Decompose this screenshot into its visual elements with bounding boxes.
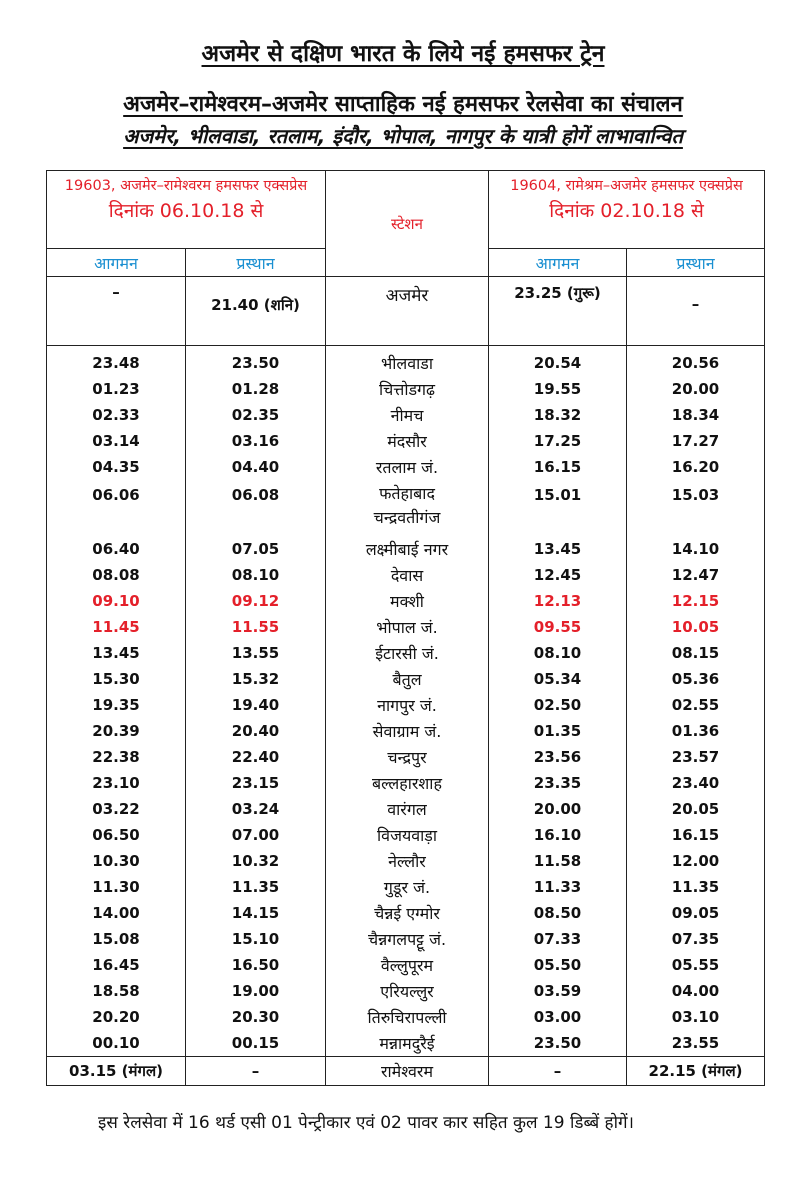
left-departure: 11.55 xyxy=(186,614,326,640)
left-departure: 02.35 xyxy=(186,402,326,428)
left-departure: 23.50 xyxy=(186,350,326,376)
right-train-date: दिनांक 02.10.18 से xyxy=(549,200,704,222)
right-arrival: 09.55 xyxy=(489,614,627,640)
right-departure: 07.35 xyxy=(627,926,765,952)
right-arrival: 12.13 xyxy=(489,588,627,614)
left-train-header xyxy=(47,171,326,249)
right-departure: 22.15 (मंगल) xyxy=(627,1057,765,1086)
table-row xyxy=(47,1004,765,1030)
station-name: मंदसौर xyxy=(326,428,489,454)
table-row xyxy=(47,822,765,848)
right-arrival: 13.45 xyxy=(489,536,627,562)
right-arrival: 19.55 xyxy=(489,376,627,402)
left-departure: 16.50 xyxy=(186,952,326,978)
table-row-destination xyxy=(47,1057,765,1086)
right-arrival: 20.54 xyxy=(489,350,627,376)
table-row xyxy=(47,692,765,718)
left-arrival: 22.38 xyxy=(47,744,186,770)
left-departure: 04.40 xyxy=(186,454,326,480)
right-departure: 23.57 xyxy=(627,744,765,770)
left-departure: 01.28 xyxy=(186,376,326,402)
left-arrival-label: आगमन xyxy=(47,249,186,277)
right-departure: 14.10 xyxy=(627,536,765,562)
right-departure: 02.55 xyxy=(627,692,765,718)
left-departure: – xyxy=(186,1057,326,1086)
right-departure: – xyxy=(627,277,765,346)
left-departure: 00.15 xyxy=(186,1030,326,1057)
station-name: चैन्नई एग्मोर xyxy=(326,900,489,926)
left-departure-label: प्रस्थान xyxy=(186,249,326,277)
table-row xyxy=(47,614,765,640)
station-name: एरियल्लुर xyxy=(326,978,489,1004)
left-train-date: दिनांक 06.10.18 से xyxy=(108,200,264,222)
page-tagline: अजमेर, भीलवाडा, रतलाम, इंदौर, भोपाल, नागपुर के यात्री होगें लाभावान्वित xyxy=(123,124,683,148)
left-arrival: 01.23 xyxy=(47,376,186,402)
table-row xyxy=(47,350,765,376)
right-arrival: 08.10 xyxy=(489,640,627,666)
station-name: रामेश्वरम xyxy=(326,1057,489,1086)
page-title: अजमेर से दक्षिण भारत के लिये नई हमसफर ट्रेन xyxy=(201,41,605,67)
right-departure: 11.35 xyxy=(627,874,765,900)
table-row xyxy=(47,718,765,744)
left-departure: 07.00 xyxy=(186,822,326,848)
station-name: नागपुर जं. xyxy=(326,692,489,718)
left-arrival: 23.48 xyxy=(47,350,186,376)
left-arrival: 06.40 xyxy=(47,536,186,562)
right-arrival: 01.35 xyxy=(489,718,627,744)
station-name-line2: चन्द्रवतीगंज xyxy=(373,508,441,527)
left-arrival: 03.15 (मंगल) xyxy=(47,1057,186,1086)
right-departure: 20.05 xyxy=(627,796,765,822)
left-arrival: 11.30 xyxy=(47,874,186,900)
left-arrival: 11.45 xyxy=(47,614,186,640)
footer-note: इस रेलसेवा में 16 थर्ड एसी 01 पेन्ट्रीकार एवं 02 पावर कार सहित कुल 19 डिब्बें होगें। xyxy=(98,1113,635,1133)
table-row xyxy=(47,562,765,588)
station-name: रतलाम जं. xyxy=(326,454,489,480)
right-departure-label: प्रस्थान xyxy=(627,249,765,277)
table-row xyxy=(47,480,765,536)
station-name: ईटारसी जं. xyxy=(326,640,489,666)
right-train-name: 19604, रामेश्रम–अजमेर हमसफर एक्सप्रेस xyxy=(510,178,743,194)
left-departure: 09.12 xyxy=(186,588,326,614)
left-arrival: 20.39 xyxy=(47,718,186,744)
right-arrival: 05.50 xyxy=(489,952,627,978)
left-departure: 07.05 xyxy=(186,536,326,562)
station-name: मन्नामदुरैई xyxy=(326,1030,489,1057)
station-name: सेवाग्राम जं. xyxy=(326,718,489,744)
left-arrival: 09.10 xyxy=(47,588,186,614)
left-departure: 03.24 xyxy=(186,796,326,822)
right-arrival: 12.45 xyxy=(489,562,627,588)
left-arrival: 20.20 xyxy=(47,1004,186,1030)
table-row xyxy=(47,376,765,402)
left-arrival: 04.35 xyxy=(47,454,186,480)
right-departure: 08.15 xyxy=(627,640,765,666)
left-arrival: 06.06 xyxy=(47,480,186,536)
right-departure: 10.05 xyxy=(627,614,765,640)
left-arrival: 16.45 xyxy=(47,952,186,978)
left-departure: 22.40 xyxy=(186,744,326,770)
left-departure: 06.08 xyxy=(186,480,326,536)
left-departure: 14.15 xyxy=(186,900,326,926)
right-arrival: 20.00 xyxy=(489,796,627,822)
left-arrival: 15.30 xyxy=(47,666,186,692)
right-departure: 12.15 xyxy=(627,588,765,614)
station-name: गुडूर जं. xyxy=(326,874,489,900)
left-departure: 03.16 xyxy=(186,428,326,454)
left-departure: 20.40 xyxy=(186,718,326,744)
left-departure: 19.00 xyxy=(186,978,326,1004)
station-name: विजयवाड़ा xyxy=(326,822,489,848)
left-arrival: 14.00 xyxy=(47,900,186,926)
table-row xyxy=(47,640,765,666)
station-name: वैल्लुपूरम xyxy=(326,952,489,978)
station-name: नेल्लौर xyxy=(326,848,489,874)
station-name: तिरुचिरापल्ली xyxy=(326,1004,489,1030)
right-departure: 15.03 xyxy=(627,480,765,536)
right-arrival: 23.25 (गुरू) xyxy=(489,277,627,346)
right-departure: 12.00 xyxy=(627,848,765,874)
right-departure: 05.36 xyxy=(627,666,765,692)
right-departure: 16.15 xyxy=(627,822,765,848)
table-row xyxy=(47,454,765,480)
station-name: नीमच xyxy=(326,402,489,428)
station-name: अजमेर xyxy=(326,277,489,346)
left-departure: 19.40 xyxy=(186,692,326,718)
right-departure: 17.27 xyxy=(627,428,765,454)
station-name: बल्लहारशाह xyxy=(326,770,489,796)
table-row xyxy=(47,536,765,562)
right-arrival: 16.15 xyxy=(489,454,627,480)
left-arrival: 03.22 xyxy=(47,796,186,822)
right-arrival: 18.32 xyxy=(489,402,627,428)
left-arrival: 15.08 xyxy=(47,926,186,952)
table-row xyxy=(47,926,765,952)
table-row xyxy=(47,796,765,822)
table-row xyxy=(47,428,765,454)
right-departure: 16.20 xyxy=(627,454,765,480)
right-arrival: – xyxy=(489,1057,627,1086)
right-arrival: 17.25 xyxy=(489,428,627,454)
right-arrival: 03.00 xyxy=(489,1004,627,1030)
timetable xyxy=(46,170,765,1086)
table-row-origin xyxy=(47,277,765,346)
left-arrival: 19.35 xyxy=(47,692,186,718)
left-arrival: 08.08 xyxy=(47,562,186,588)
station-name xyxy=(326,480,489,536)
left-departure: 10.32 xyxy=(186,848,326,874)
right-departure: 09.05 xyxy=(627,900,765,926)
station-name: भोपाल जं. xyxy=(326,614,489,640)
station-name: चन्द्रपुर xyxy=(326,744,489,770)
right-departure: 03.10 xyxy=(627,1004,765,1030)
table-row xyxy=(47,874,765,900)
table-row xyxy=(47,666,765,692)
right-departure: 23.40 xyxy=(627,770,765,796)
right-arrival: 16.10 xyxy=(489,822,627,848)
left-train-name: 19603, अजमेर–रामेश्वरम हमसफर एक्सप्रेस xyxy=(64,178,308,194)
right-arrival: 15.01 xyxy=(489,480,627,536)
right-departure: 18.34 xyxy=(627,402,765,428)
right-arrival: 02.50 xyxy=(489,692,627,718)
right-arrival: 07.33 xyxy=(489,926,627,952)
table-row xyxy=(47,588,765,614)
right-departure: 20.56 xyxy=(627,350,765,376)
right-departure: 20.00 xyxy=(627,376,765,402)
right-train-header xyxy=(489,171,765,249)
timetable-header xyxy=(47,171,765,249)
right-arrival: 23.56 xyxy=(489,744,627,770)
station-name-line1: फतेहाबाद xyxy=(379,484,435,503)
station-name: भीलवाडा xyxy=(326,350,489,376)
right-arrival: 11.58 xyxy=(489,848,627,874)
left-departure: 15.10 xyxy=(186,926,326,952)
left-arrival: 13.45 xyxy=(47,640,186,666)
left-departure: 21.40 (शनि) xyxy=(186,277,326,346)
left-departure: 08.10 xyxy=(186,562,326,588)
table-row xyxy=(47,1030,765,1057)
left-departure: 11.35 xyxy=(186,874,326,900)
left-departure: 23.15 xyxy=(186,770,326,796)
station-name: लक्ष्मीबाई नगर xyxy=(326,536,489,562)
left-arrival: 06.50 xyxy=(47,822,186,848)
right-arrival: 11.33 xyxy=(489,874,627,900)
left-departure: 20.30 xyxy=(186,1004,326,1030)
left-arrival: 03.14 xyxy=(47,428,186,454)
page-subtitle: अजमेर–रामेश्वरम–अजमेर साप्ताहिक नई हमसफर रेलसेवा का संचालन xyxy=(123,92,683,117)
left-arrival: 00.10 xyxy=(47,1030,186,1057)
right-arrival: 08.50 xyxy=(489,900,627,926)
left-departure: 15.32 xyxy=(186,666,326,692)
right-departure: 23.55 xyxy=(627,1030,765,1057)
right-departure: 01.36 xyxy=(627,718,765,744)
station-header: स्टेशन xyxy=(326,171,489,277)
station-name: मक्शी xyxy=(326,588,489,614)
left-arrival: – xyxy=(47,277,186,346)
table-row xyxy=(47,900,765,926)
station-name: चित्तोडगढ़ xyxy=(326,376,489,402)
left-arrival: 23.10 xyxy=(47,770,186,796)
left-departure: 13.55 xyxy=(186,640,326,666)
table-row xyxy=(47,402,765,428)
left-arrival: 18.58 xyxy=(47,978,186,1004)
station-name: बैतुल xyxy=(326,666,489,692)
table-row xyxy=(47,744,765,770)
station-name: चैन्नगलपट्टू जं. xyxy=(326,926,489,952)
right-arrival: 03.59 xyxy=(489,978,627,1004)
right-departure: 12.47 xyxy=(627,562,765,588)
right-arrival: 23.50 xyxy=(489,1030,627,1057)
right-departure: 05.55 xyxy=(627,952,765,978)
right-departure: 04.00 xyxy=(627,978,765,1004)
station-name: वारंगल xyxy=(326,796,489,822)
table-row xyxy=(47,848,765,874)
right-arrival: 05.34 xyxy=(489,666,627,692)
left-arrival: 02.33 xyxy=(47,402,186,428)
right-arrival: 23.35 xyxy=(489,770,627,796)
table-row xyxy=(47,978,765,1004)
table-row xyxy=(47,770,765,796)
left-arrival: 10.30 xyxy=(47,848,186,874)
right-arrival-label: आगमन xyxy=(489,249,627,277)
station-name: देवास xyxy=(326,562,489,588)
table-row xyxy=(47,952,765,978)
